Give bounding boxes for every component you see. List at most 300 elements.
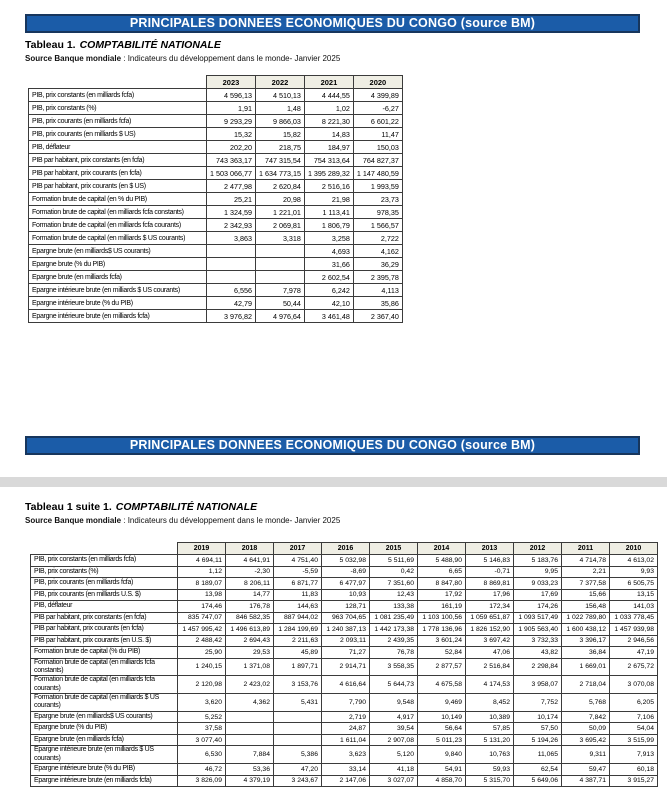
value-cell: 9,95 [514,566,562,578]
value-cell: 2 439,35 [370,635,418,647]
value-cell: 4 399,89 [353,89,402,102]
year-header: 2010 [610,543,658,555]
table-row [29,206,403,219]
value-cell: 835 747,07 [178,612,226,624]
value-cell: 3 461,48 [304,310,353,323]
table-row [31,635,658,647]
value-cell: 9,311 [562,746,610,764]
value-cell: 2 516,84 [466,658,514,676]
value-cell: 1 113,41 [304,206,353,219]
value-cell: 20,98 [255,193,304,206]
value-cell: 3 732,33 [514,635,562,647]
value-cell: 25,21 [207,193,256,206]
value-cell [207,245,256,258]
value-cell: 5,768 [562,694,610,712]
value-cell: 35,86 [353,297,402,310]
value-cell: 1 806,79 [304,219,353,232]
row-label: Epargne brute (en milliards fcfa) [29,271,207,284]
value-cell: 3 153,76 [274,676,322,694]
value-cell: 1 600 438,12 [562,624,610,636]
row-label: Formation brute de capital (en % du PIB) [29,193,207,206]
value-cell: 12,43 [370,589,418,601]
value-cell: 2 120,98 [178,676,226,694]
row-label: PIB par habitant, prix courants (en U.S. $) [31,635,178,647]
value-cell: 1 457 939,98 [610,624,658,636]
value-cell: 2 602,54 [304,271,353,284]
value-cell: 1 611,04 [322,734,370,746]
year-header: 2011 [562,543,610,555]
value-cell: 4 694,11 [178,555,226,567]
value-cell: 978,35 [353,206,402,219]
header-row [29,76,403,89]
value-cell: 5 146,83 [466,555,514,567]
value-cell: 10,174 [514,711,562,723]
value-cell: 2 477,98 [207,180,256,193]
value-cell: 963 704,65 [322,612,370,624]
value-cell: 6,556 [207,284,256,297]
row-label: PIB, déflateur [29,141,207,154]
source-label: Source Banque mondiale [25,54,122,63]
value-cell: 60,18 [610,764,658,776]
row-label: PIB par habitant, prix courants (en fcfa) [31,624,178,636]
value-cell: 6,205 [610,694,658,712]
value-cell: 176,78 [226,601,274,613]
value-cell: 2,719 [322,711,370,723]
value-cell: 5 649,06 [514,775,562,787]
value-cell: 10,763 [466,746,514,764]
value-cell: 4 379,19 [226,775,274,787]
table-row [29,219,403,232]
row-label: Formation brute de capital (% du PIB) [31,647,178,659]
value-cell: 1 905 563,40 [514,624,562,636]
year-header: 2022 [255,76,304,89]
page2-banner [25,436,640,455]
value-cell: 57,85 [466,723,514,735]
year-header: 2017 [274,543,322,555]
value-cell: -8,69 [322,566,370,578]
value-cell: 1,12 [178,566,226,578]
year-header: 2018 [226,543,274,555]
value-cell: 3,258 [304,232,353,245]
year-header: 2020 [353,76,402,89]
row-label: PIB par habitant, prix courants (en $ US) [29,180,207,193]
value-cell: 7,790 [322,694,370,712]
value-cell [226,723,274,735]
row-label: PIB, prix courants (en milliards fcfa) [31,578,178,590]
value-cell: 3 077,40 [178,734,226,746]
value-cell: 54,04 [610,723,658,735]
value-cell: 3,863 [207,232,256,245]
value-cell: 1 059 651,87 [466,612,514,624]
table-row [31,566,658,578]
value-cell: 33,14 [322,764,370,776]
value-cell: 6,65 [418,566,466,578]
value-cell: 5 131,20 [466,734,514,746]
value-cell: 1 221,01 [255,206,304,219]
value-cell: 1,02 [304,102,353,115]
value-cell: 5 032,98 [322,555,370,567]
page1-banner [25,14,640,33]
value-cell: 4 387,71 [562,775,610,787]
value-cell: 2 946,56 [610,635,658,647]
value-cell: 42,79 [207,297,256,310]
value-cell: 31,66 [304,258,353,271]
row-label: Epargne intérieure brute (en milliards fcfa) [29,310,207,323]
value-cell: 8 221,30 [304,115,353,128]
value-cell [255,245,304,258]
value-cell: 8 206,11 [226,578,274,590]
value-cell: 10,389 [466,711,514,723]
value-cell [274,723,322,735]
value-cell: 5,386 [274,746,322,764]
row-label: Epargne brute (en milliards$ US courants) [29,245,207,258]
table1-title-prefix: Tableau 1. [25,39,76,51]
value-cell: 1 634 773,15 [255,167,304,180]
value-cell: 3 695,42 [562,734,610,746]
year-header: 2013 [466,543,514,555]
row-label: Epargne brute (en milliards$ US courants) [31,711,178,723]
table1-title [25,39,221,51]
value-cell: 5 011,23 [418,734,466,746]
value-cell: 4,362 [226,694,274,712]
value-cell: 1 897,71 [274,658,322,676]
value-cell: 52,84 [418,647,466,659]
value-cell: 202,20 [207,141,256,154]
table-row [31,775,658,787]
table-row [31,601,658,613]
value-cell: 4,693 [304,245,353,258]
value-cell: 3 396,17 [562,635,610,647]
table2-title-name: COMPTABILITÉ NATIONALE [115,501,258,513]
value-cell: 1 442 173,38 [370,624,418,636]
value-cell: 7,884 [226,746,274,764]
value-cell: 1 826 152,90 [466,624,514,636]
row-label: Formation brute de capital (en milliards fcfa constants) [31,658,178,676]
value-cell: 2 718,04 [562,676,610,694]
table-row [31,578,658,590]
value-cell: 71,27 [322,647,370,659]
value-cell: 218,75 [255,141,304,154]
row-label: Epargne intérieure brute (en milliards $ US courants) [29,284,207,297]
value-cell: 62,54 [514,764,562,776]
value-cell: 1 371,08 [226,658,274,676]
year-header: 2012 [514,543,562,555]
value-cell: 3 601,24 [418,635,466,647]
value-cell: 5,120 [370,746,418,764]
value-cell: 8 869,81 [466,578,514,590]
value-cell: 1 496 613,89 [226,624,274,636]
value-cell: 47,06 [466,647,514,659]
table-row [29,141,403,154]
value-cell: 76,78 [370,647,418,659]
value-cell: 9,93 [610,566,658,578]
table-row [29,102,403,115]
value-cell: 2 342,93 [207,219,256,232]
value-cell: 5 511,69 [370,555,418,567]
value-cell: 59,47 [562,764,610,776]
table-row [31,764,658,776]
table-row [31,555,658,567]
value-cell: -5,59 [274,566,322,578]
value-cell: 57,50 [514,723,562,735]
value-cell: 0,42 [370,566,418,578]
value-cell: 3 027,07 [370,775,418,787]
value-cell: 59,93 [466,764,514,776]
value-cell: 7,752 [514,694,562,712]
row-label: PIB, déflateur [31,601,178,613]
table-row [31,694,658,712]
value-cell: 10,149 [418,711,466,723]
value-cell: 47,20 [274,764,322,776]
value-cell: 144,63 [274,601,322,613]
source-text: : Indicateurs du développement dans le monde- Janvier 2025 [121,54,341,63]
table-row [31,589,658,601]
value-cell: 1 103 100,56 [418,612,466,624]
value-cell: 172,34 [466,601,514,613]
value-cell: 1 147 480,59 [353,167,402,180]
table-row [29,154,403,167]
value-cell: 5 644,73 [370,676,418,694]
value-cell: 56,64 [418,723,466,735]
value-cell: 754 313,64 [304,154,353,167]
value-cell: 37,58 [178,723,226,735]
value-cell: 7 351,60 [370,578,418,590]
table-row [31,711,658,723]
value-cell: 1 093 517,49 [514,612,562,624]
value-cell: -6,27 [353,102,402,115]
value-cell: 6 505,75 [610,578,658,590]
value-cell: 2 093,11 [322,635,370,647]
source-text: : Indicateurs du développement dans le monde- Janvier 2025 [121,516,341,525]
table-row [29,258,403,271]
table-row [29,297,403,310]
value-cell: 7,913 [610,746,658,764]
row-label: PIB, prix constants (%) [31,566,178,578]
row-label: Epargne brute (% du PIB) [29,258,207,271]
value-cell: 3 826,09 [178,775,226,787]
row-label: PIB, prix constants (en milliards fcfa) [31,555,178,567]
table-row [31,658,658,676]
national-accounts-table-2020-2023 [28,75,403,323]
value-cell: 1 033 778,45 [610,612,658,624]
row-label: PIB, prix courants (en milliards U.S. $) [31,589,178,601]
value-cell: 3 697,42 [466,635,514,647]
source-label: Source Banque mondiale [25,516,122,525]
value-cell: 17,69 [514,589,562,601]
row-label: Epargne intérieure brute (en milliards fcfa) [31,775,178,787]
value-cell: 2,722 [353,232,402,245]
table-row [31,647,658,659]
value-cell: 42,10 [304,297,353,310]
value-cell: 8 847,80 [418,578,466,590]
value-cell: 1 240,15 [178,658,226,676]
header-row [31,543,658,555]
value-cell: 2 395,78 [353,271,402,284]
table-row [31,734,658,746]
value-cell: -2,30 [226,566,274,578]
value-cell: 1 457 995,42 [178,624,226,636]
table1-title-name: COMPTABILITÉ NATIONALE [79,39,221,51]
value-cell: 4 616,64 [322,676,370,694]
page-separator [0,477,667,487]
value-cell: 13,15 [610,589,658,601]
table-row [29,128,403,141]
value-cell: 1 395 289,32 [304,167,353,180]
value-cell: 29,53 [226,647,274,659]
value-cell [226,711,274,723]
value-cell: 50,09 [562,723,610,735]
value-cell: 4 641,91 [226,555,274,567]
row-label: Epargne brute (en milliards fcfa) [31,734,178,746]
value-cell: 2 367,40 [353,310,402,323]
table-row [29,193,403,206]
value-cell: 9 293,29 [207,115,256,128]
value-cell: 4 613,02 [610,555,658,567]
row-label: PIB, prix courants (en milliards $ US) [29,128,207,141]
value-cell: 4 675,58 [418,676,466,694]
value-cell: 2 877,57 [418,658,466,676]
table-row [31,746,658,764]
value-cell: 1 778 136,96 [418,624,466,636]
value-cell: 6,242 [304,284,353,297]
table-corner [31,543,178,555]
value-cell: 10,93 [322,589,370,601]
value-cell: 4,917 [370,711,418,723]
value-cell: 2 907,08 [370,734,418,746]
banner-title: PRINCIPALES DONNEES ECONOMIQUES DU CONGO (source BM) [129,16,536,30]
value-cell: 4 976,64 [255,310,304,323]
table1-source [25,54,340,63]
value-cell: 5 488,90 [418,555,466,567]
value-cell: 1 324,59 [207,206,256,219]
value-cell [255,258,304,271]
value-cell: 15,82 [255,128,304,141]
table-row [31,676,658,694]
value-cell: 156,48 [562,601,610,613]
value-cell: 9,548 [370,694,418,712]
value-cell: 2 620,84 [255,180,304,193]
value-cell: 25,90 [178,647,226,659]
row-label: Epargne brute (% du PIB) [31,723,178,735]
year-header: 2016 [322,543,370,555]
value-cell: 14,83 [304,128,353,141]
table-row [29,245,403,258]
national-accounts-table-2010-2019 [30,542,658,787]
value-cell: 5 194,26 [514,734,562,746]
value-cell: 141,03 [610,601,658,613]
value-cell: 8 189,07 [178,578,226,590]
row-label: PIB, prix courants (en milliards fcfa) [29,115,207,128]
value-cell: 46,72 [178,764,226,776]
value-cell: 4 858,70 [418,775,466,787]
value-cell: 24,87 [322,723,370,735]
value-cell: 9,469 [418,694,466,712]
row-label: PIB par habitant, prix courants (en fcfa) [29,167,207,180]
value-cell [255,271,304,284]
value-cell: 9 866,03 [255,115,304,128]
value-cell: 2 211,63 [274,635,322,647]
value-cell: 1 022 789,80 [562,612,610,624]
year-header: 2023 [207,76,256,89]
value-cell: 2 516,16 [304,180,353,193]
value-cell: 7,106 [610,711,658,723]
row-label: Formation brute de capital (en milliards fcfa constants) [29,206,207,219]
value-cell: 13,98 [178,589,226,601]
value-cell [207,271,256,284]
value-cell: 3,318 [255,232,304,245]
value-cell: 1 240 387,13 [322,624,370,636]
row-label: Epargne intérieure brute (en milliards $ US courants) [31,746,178,764]
row-label: Formation brute de capital (en milliards $ US courants) [31,694,178,712]
value-cell: 747 315,54 [255,154,304,167]
table-row [29,180,403,193]
value-cell: 36,84 [562,647,610,659]
value-cell: 14,77 [226,589,274,601]
row-label: Epargne intérieure brute (% du PIB) [31,764,178,776]
value-cell: 2 694,43 [226,635,274,647]
table-row [31,723,658,735]
value-cell: 8,452 [466,694,514,712]
value-cell: 36,29 [353,258,402,271]
year-header: 2015 [370,543,418,555]
value-cell [274,711,322,723]
value-cell: 15,66 [562,589,610,601]
value-cell: 23,73 [353,193,402,206]
value-cell: -0,71 [466,566,514,578]
row-label: PIB, prix constants (%) [29,102,207,115]
value-cell: 2 147,06 [322,775,370,787]
value-cell: 4 596,13 [207,89,256,102]
value-cell: 2 069,81 [255,219,304,232]
value-cell: 50,44 [255,297,304,310]
value-cell: 4 510,13 [255,89,304,102]
value-cell: 2 298,84 [514,658,562,676]
value-cell: 3 070,08 [610,676,658,694]
value-cell: 4 714,78 [562,555,610,567]
value-cell: 17,96 [466,589,514,601]
value-cell: 161,19 [418,601,466,613]
value-cell: 2 488,42 [178,635,226,647]
value-cell: 6 871,77 [274,578,322,590]
value-cell: 1,91 [207,102,256,115]
row-label: PIB, prix constants (en milliards fcfa) [29,89,207,102]
value-cell [274,734,322,746]
value-cell: 1 993,59 [353,180,402,193]
value-cell: 54,91 [418,764,466,776]
value-cell: 2 675,72 [610,658,658,676]
value-cell: 6,530 [178,746,226,764]
value-cell: 4 444,55 [304,89,353,102]
table-row [29,89,403,102]
value-cell: 47,19 [610,647,658,659]
table2-source [25,516,340,525]
table-row [29,167,403,180]
value-cell: 1 503 066,77 [207,167,256,180]
value-cell: 9 033,23 [514,578,562,590]
value-cell: 7,978 [255,284,304,297]
value-cell: 128,71 [322,601,370,613]
value-cell: 5,431 [274,694,322,712]
value-cell: 3 243,67 [274,775,322,787]
value-cell: 5 183,76 [514,555,562,567]
value-cell: 1 284 199,69 [274,624,322,636]
value-cell [226,734,274,746]
table-row [29,271,403,284]
value-cell: 3 958,07 [514,676,562,694]
value-cell: 5,252 [178,711,226,723]
value-cell: 11,47 [353,128,402,141]
value-cell: 3 915,27 [610,775,658,787]
